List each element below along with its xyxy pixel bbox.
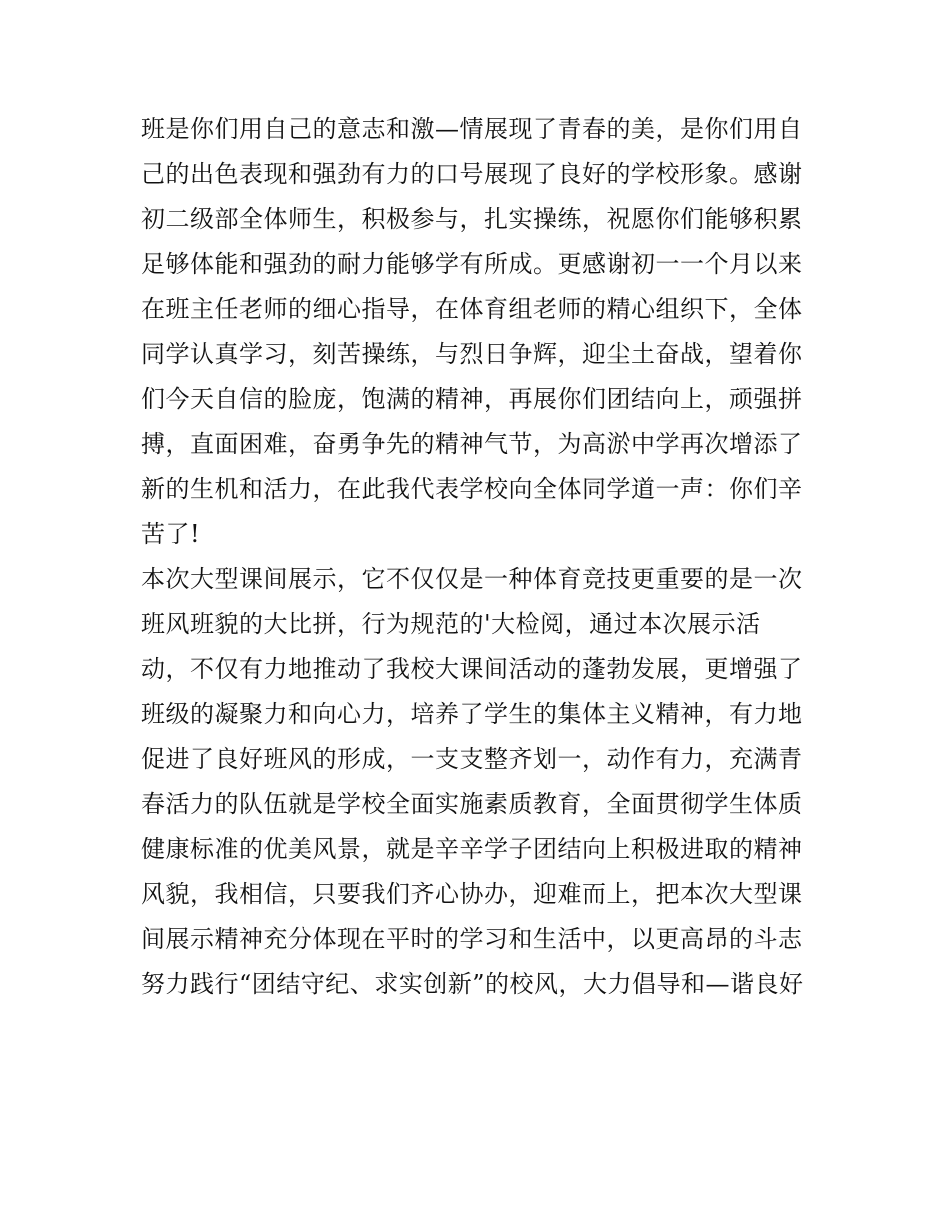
body-text [141, 107, 821, 1007]
text-line: 班风班貌的大比拼，行为规范的'大检阅，通过本次展示活 [141, 610, 761, 638]
text-line: 春活力的队伍就是学校全面实施素质教育，全面贯彻学生体质 [141, 790, 803, 818]
text-line: 动，不仅有力地推动了我校大课间活动的蓬勃发展，更增强了 [141, 655, 803, 683]
text-line: 健康标准的优美风景，就是辛辛学子团结向上积极进取的精神 [141, 835, 803, 863]
text-line: 风貌，我相信，只要我们齐心协办，迎难而上，把本次大型课 [141, 880, 803, 908]
text-line: 己的出色表现和强劲有力的口号展现了良好的学校形象。感谢 [141, 160, 803, 188]
text-line: 同学认真学习，刻苦操练，与烈日争辉，迎尘土奋战，望着你 [141, 340, 803, 368]
text-line: 班级的凝聚力和向心力，培养了学生的集体主义精神，有力地 [141, 700, 803, 728]
text-line: 苦了! [141, 520, 201, 548]
text-line: 们今天自信的脸庞，饱满的精神，再展你们团结向上，顽强拼 [141, 385, 803, 413]
text-line: 班是你们用自己的意志和激—情展现了青春的美，是你们用自 [141, 115, 803, 143]
text-line: 促进了良好班风的形成，一支支整齐划一，动作有力，充满青 [141, 745, 803, 773]
text-line: 努力践行“团结守纪、求实创新”的校风，大力倡导和—谐良好 [141, 970, 804, 998]
text-line: 足够体能和强劲的耐力能够学有所成。更感谢初一一个月以来 [141, 250, 803, 278]
text-line: 初二级部全体师生，积极参与，扎实操练，祝愿你们能够积累 [141, 205, 803, 233]
text-line: 搏，直面困难，奋勇争先的精神气节，为高淤中学再次增添了 [141, 430, 803, 458]
text-line: 新的生机和活力，在此我代表学校向全体同学道一声：你们辛 [141, 475, 803, 503]
text-line: 本次大型课间展示，它不仅仅是一种体育竞技更重要的是一次 [141, 565, 803, 593]
text-line: 在班主任老师的细心指导，在体育组老师的精心组织下，全体 [141, 295, 803, 323]
text-line: 间展示精神充分体现在平时的学习和生活中，以更高昂的斗志 [141, 925, 803, 953]
